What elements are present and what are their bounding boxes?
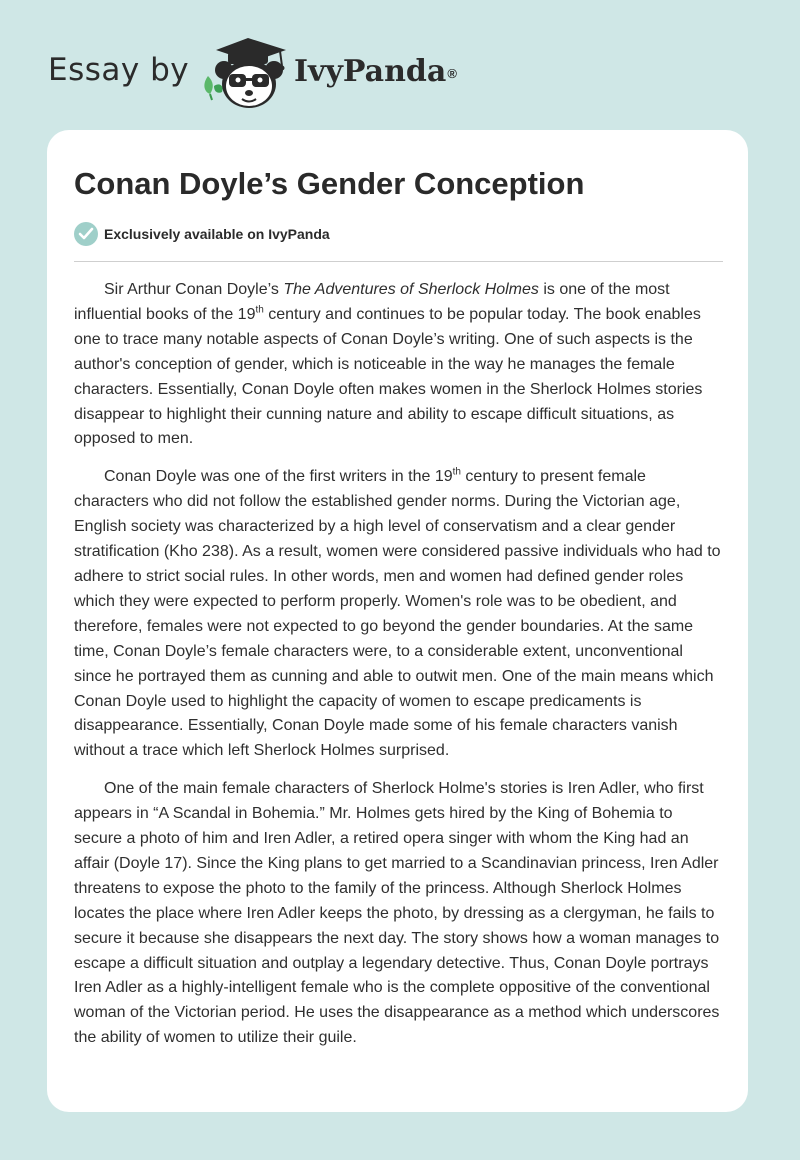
- paragraph-2-text-b: century to present female characters who did not follow the established gender norms. During the Victorian age, English society was characterized by a high level of conservatism and a clear gender stratification (Kho 238). As a result, women were considered passive individuals who had to adhere to strict social rules. In other words, men and women had defined gender roles which they were expected to perform properly. Women's role was to be obedient, and therefore, females were not expected to go beyond the gender boundaries. At the same time, Conan Doyle’s female characters were, to a considerable extent, unconventional since he portrayed them as cunning and able to outwit men. One of the main means which Conan Doyle used to highlight the capacity of women to escape predicaments is disappearance. Essentially, Conan Doyle made some of his female characters vanish without a trace which left Sherlock Holmes surprised.: [74, 468, 721, 760]
- ordinal-suffix: th: [255, 304, 264, 316]
- paragraph-2-text-a: Conan Doyle was one of the first writers in the 19: [104, 468, 453, 486]
- paragraph-1-text-a: Sir Arthur Conan Doyle’s: [104, 281, 284, 298]
- badge-label: Exclusively available on IvyPanda: [104, 226, 330, 242]
- ordinal-suffix: th: [452, 467, 461, 479]
- exclusive-badge: [74, 221, 330, 247]
- paragraph-3: One of the main female characters of Sherlock Holme's stories is Iren Adler, who first appears in “A Scandal in Bohemia.” Mr. Holmes gets hired by the King of Bohemia to secure a photo of him and Iren Adler, a retired opera singer with whom the King had an affair (Doyle 17). Since the King plans to get married to a Scandinavian princess, Iren Adler threatens to expose the photo to the family of the princess. Although Sherlock Holmes locates the place where Iren Adler keeps the photo, by dressing as a clergyman, he fails to secure it because she disappears the next day. The story shows how a woman manages to escape a difficult situation and outplay a legendary detective. Thus, Conan Doyle portrays Iren Adler as a highly-intelligent female who is the complete oppositive of the conventional woman of the Victorian period. He uses the disappearance as a method which underscores the ability of women to utilize their guile.: [74, 780, 720, 1047]
- brand-name[interactable]: [294, 52, 457, 92]
- page-title: Conan Doyle’s Gender Conception: [74, 166, 585, 201]
- essay-card: [47, 130, 748, 1112]
- paragraph-1: [74, 278, 724, 452]
- registered-mark: ®: [447, 66, 457, 81]
- paragraph-1-text-b: is one of the most influential books of the 19: [74, 281, 670, 323]
- essay-body: [74, 278, 724, 1064]
- divider: [74, 261, 723, 262]
- check-icon: [74, 222, 98, 246]
- book-title: The Adventures of Sherlock Holmes: [283, 281, 539, 298]
- panda-graduate-icon[interactable]: [200, 36, 292, 110]
- paragraph-2: [74, 465, 724, 764]
- site-header: [0, 0, 800, 120]
- paragraph-1-text-c: century and continues to be popular today. The book enables one to trace many notable aspects of Conan Doyle’s writing. One of such aspects is the author's conception of gender, which is noticeable in the way he manages the female characters. Essentially, Conan Doyle often makes women in the Sherlock Holmes stories disappear to highlight their cunning nature and ability to escape difficult situations, as opposed to men.: [74, 305, 703, 448]
- essay-by-label: Essay by: [48, 52, 190, 88]
- brand-text: IvyPanda: [294, 54, 447, 89]
